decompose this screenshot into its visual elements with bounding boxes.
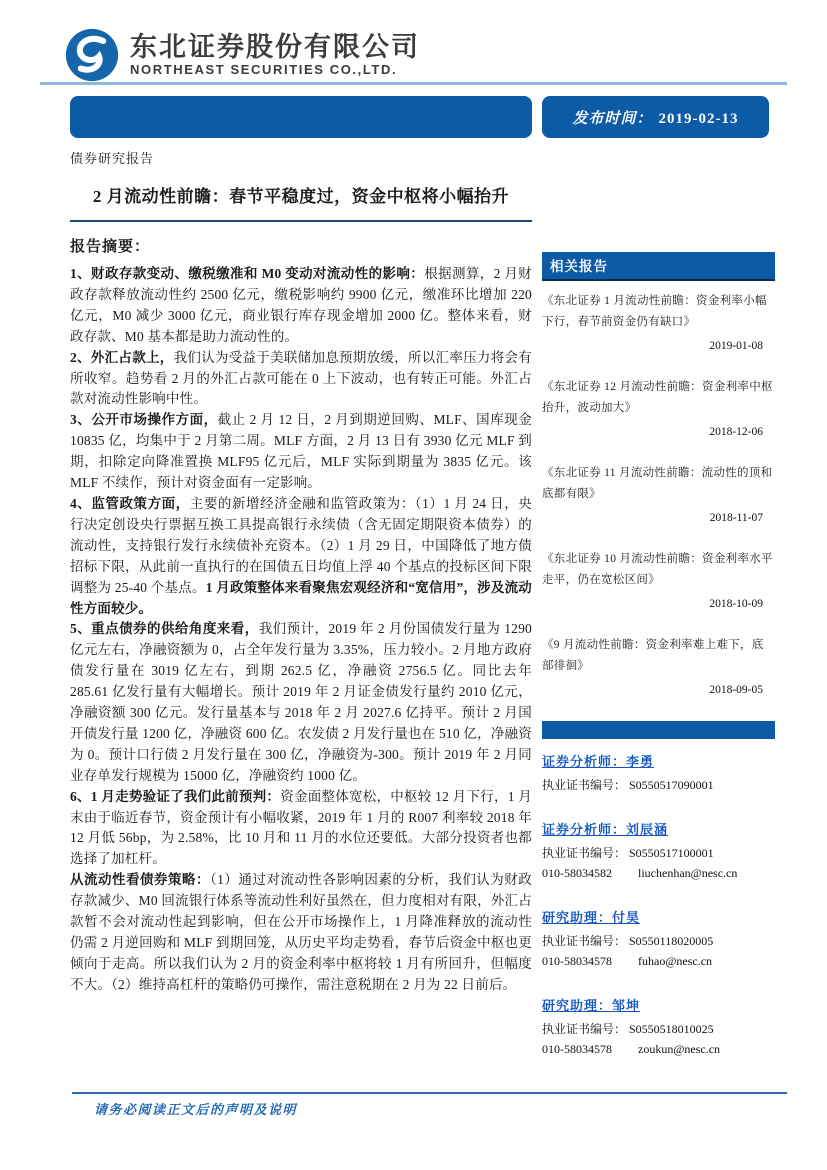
publish-date xyxy=(572,107,738,128)
summary-paragraph: 5、重点债券的供给角度来看，我们预计，2019 年 2 月份国债发行量为 1290 亿元左右，净融资额为 0，占全年发行量为 3.35%，压力较小。2 月地方政府债发行量在 3019 亿左右，到期 262.5 亿，净融资 2756.5 亿。同比去年 285.61 亿发行量有大幅增长。预计 2019 年 2 月证金债发行量约 2010 亿元，净融资额 300 亿元。发行量基本与 2018 年 2 月 2027.6 亿持平。预计 2 月国开债发行量 1200 亿，净融资 600 亿。农发债 2 月发行量也在 510 亿，净融资为 0。预计口行债 2 月发行量在 300 亿，净融资为-300。预计 2019 年 2 月同业存单发行规模为 15000 亿，净融资约 1000 亿。 xyxy=(70,621,532,783)
analyst-section-band xyxy=(542,721,775,739)
report-title: 2 月流动性前瞻：春节平稳度过，资金中枢将小幅抬升 xyxy=(70,176,532,222)
header-band xyxy=(70,96,532,138)
related-report-title[interactable]: 《东北证券 11 月流动性前瞻：流动性的顶和底都有限》 xyxy=(542,467,773,500)
northeast-securities-logo-icon xyxy=(64,27,120,83)
analyst-email[interactable]: zoukun@nesc.cn xyxy=(638,1042,721,1056)
company-header xyxy=(64,27,420,83)
analyst-phone: 010-58034578 xyxy=(542,1042,612,1056)
company-name-cn: 东北证券股份有限公司 xyxy=(130,32,420,62)
analyst-block xyxy=(542,907,775,971)
company-name-en: NORTHEAST SECURITIES CO.,LTD. xyxy=(130,62,398,77)
related-report-title[interactable]: 《东北证券 1 月流动性前瞻：资金利率小幅下行，春节前资金仍有缺口》 xyxy=(542,295,767,328)
analyst-cert-no: 执业证书编号： S0550118020005 xyxy=(542,934,714,948)
analyst-email[interactable]: fuhao@nesc.cn xyxy=(638,954,713,968)
analyst-contact xyxy=(542,1039,775,1059)
related-report-item[interactable] xyxy=(542,377,775,438)
analyst-block xyxy=(542,751,775,795)
report-body xyxy=(70,176,532,996)
analyst-name: 研究助理：付昊 xyxy=(542,910,641,925)
analyst-cert-no: 执业证书编号： S0550517090001 xyxy=(542,778,714,792)
analyst-name: 证券分析师：李勇 xyxy=(542,754,655,769)
analyst-phone: 010-58034582 xyxy=(542,866,612,880)
analyst-block xyxy=(542,995,775,1059)
summary-heading: 报告摘要： xyxy=(70,239,151,255)
analyst-cert-no: 执业证书编号： S0550517100001 xyxy=(542,846,714,860)
report-type-label: 债券研究报告 xyxy=(70,151,155,166)
sidebar xyxy=(542,252,775,1083)
summary-paragraphs xyxy=(70,264,532,996)
publish-band xyxy=(542,96,769,138)
related-reports-heading: 相关报告 xyxy=(542,252,775,281)
related-report-date: 2018-12-06 xyxy=(709,426,763,438)
related-report-item[interactable] xyxy=(542,291,775,352)
related-report-date: 2018-09-05 xyxy=(709,684,763,696)
summary-paragraph: 1、财政存款变动、缴税缴准和 M0 变动对流动性的影响：根据测算，2 月财政存款释放流动性约 2500 亿元，缴税影响约 9900 亿元，缴准环比增加 220 亿元，M0 减少 3000 亿元，商业银行库存现金增加 2000 亿。整体来看，财政存款、M0 基本都是助力流动性的。 xyxy=(70,266,533,344)
publish-date-label: 发布时间： xyxy=(572,110,653,127)
publish-date-value: 2019-02-13 xyxy=(658,110,739,127)
analyst-phone: 010-58034578 xyxy=(542,954,612,968)
footer-disclaimer: 请务必阅读正文后的声明及说明 xyxy=(94,1102,298,1117)
footer-rule xyxy=(72,1092,787,1094)
related-report-date: 2019-01-08 xyxy=(709,340,763,352)
analyst-name: 证券分析师：刘辰涵 xyxy=(542,822,669,837)
related-report-title[interactable]: 《东北证券 12 月流动性前瞻：资金利率中枢抬升，波动加大》 xyxy=(542,381,773,414)
analyst-contact xyxy=(542,863,775,883)
analyst-list xyxy=(542,751,775,1059)
header-rule xyxy=(40,82,787,85)
analyst-block xyxy=(542,819,775,883)
summary-paragraph: 从流动性看债券策略：（1）通过对流动性各影响因素的分析，我们认为财政存款减少、M0 回流银行体系等流动性利好虽然在，但力度相对有限，外汇占款暂不会对流动性起到影响，但在公开市场操作上，1 月降准释放的流动性仍需 2 月逆回购和 MLF 到期回笼，从历史平均走势看，春节后资金中枢也更倾向于走高。所以我们认为 2 月的资金利率中枢将较 1 月有所回升，但幅度不大。（2）维持高杠杆的策略仍可操作，需注意税期在 2 月为 22 日前后。 xyxy=(70,872,532,992)
related-reports-list xyxy=(542,291,775,696)
summary-paragraph: 3、公开市场操作方面，截止 2 月 12 日，2 月到期逆回购、MLF、国库现金 10835 亿，均集中于 2 月第二周。MLF 方面，2 月 13 日有 3930 亿元 MLF 到期，扣除定向降准置换 MLF95 亿元后，MLF 实际到期量为 3835 亿元。该 MLF 不续作，预计对资金面有一定影响。 xyxy=(70,412,532,491)
related-report-date: 2018-11-07 xyxy=(709,512,763,524)
related-report-title[interactable]: 《东北证券 10 月流动性前瞻：资金利率水平走平，仍在宽松区间》 xyxy=(542,553,773,586)
related-report-item[interactable] xyxy=(542,463,775,524)
related-report-title[interactable]: 《9 月流动性前瞻：资金利率难上难下，底部徘徊》 xyxy=(542,639,764,672)
analyst-email[interactable]: liuchenhan@nesc.cn xyxy=(638,866,738,880)
analyst-cert-no: 执业证书编号： S0550518010025 xyxy=(542,1022,714,1036)
related-report-item[interactable] xyxy=(542,635,775,696)
related-report-date: 2018-10-09 xyxy=(709,598,763,610)
related-report-item[interactable] xyxy=(542,549,775,610)
analyst-name: 研究助理：邹坤 xyxy=(542,998,641,1013)
summary-paragraph: 2、外汇占款上，我们认为受益于美联储加息预期放缓，所以汇率压力将会有所收窄。趋势看 2 月的外汇占款可能在 0 上下波动，也有转正可能。外汇占款对流动性影响中性。 xyxy=(70,349,532,407)
summary-paragraph: 4、监管政策方面，主要的新增经济金融和监管政策为：（1）1 月 24 日，央行决定创设央行票据互换工具提高银行永续债（含无固定期限资本债券）的流动性，支持银行发行永续债补充资本。（2）1 月 29 日，中国降低了地方债招标下限，从此前一直执行的在国债五日均值上浮 40 个基点的投标区间下限调整为 25-40 个基点。1 月政策整体来看聚焦宏观经济和“宽信用”，涉及流动性方面较少。 xyxy=(70,495,532,616)
analyst-contact xyxy=(542,951,775,971)
summary-paragraph: 6、1 月走势验证了我们此前预判：资金面整体宽松，中枢较 12 月下行，1 月末由于临近春节，资金预计有小幅收紧，2019 年 1 月的 R007 利率较 2018 年 12 月低 56bp，为 2.58%，比 10 月和 11 月的水位还要低。大部分投资者也都选择了加杠杆。 xyxy=(70,788,532,867)
